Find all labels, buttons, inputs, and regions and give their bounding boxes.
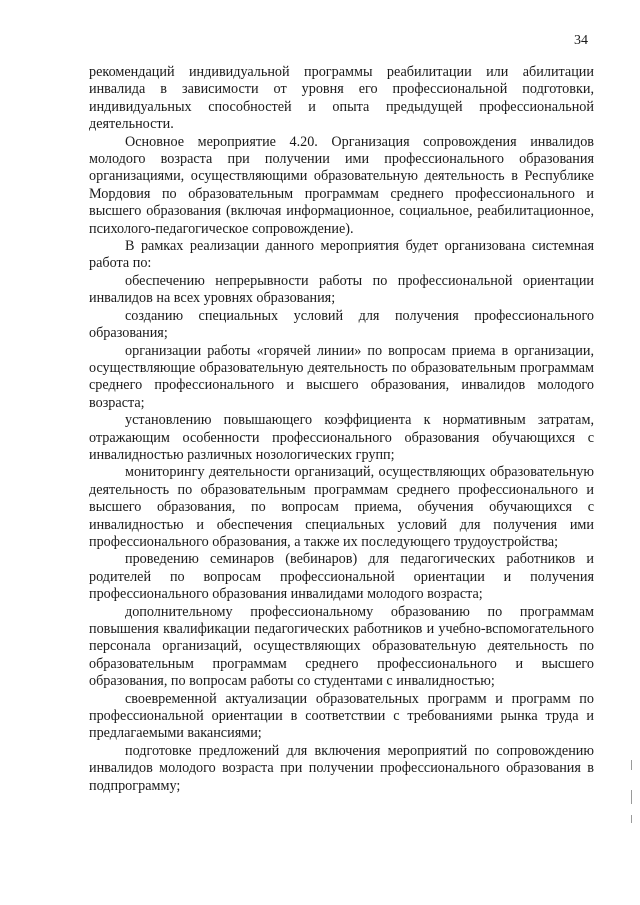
list-item: мониторингу деятельности организаций, осуществляющих образовательную деятельность по образовательным программам среднего профессионального и высшего образования, по вопросам приема, обучения обучающихся с инвалидностью и обеспечения специальных условий для получения ими профессионального образования, а также их последующего трудоустройства; [89, 464, 594, 550]
list-item: дополнительному профессиональному образованию по программам повышения квалификации педагогических работников и учебно-вспомогательного персонала организаций, осуществляющих образовательную деятельность по образовательным программам среднего профессионального и высшего образования, по вопросам работы со студентами с инвалидностью; [89, 603, 594, 690]
list-item: обеспечению непрерывности работы по профессиональной ориентации инвалидов на всех уровнях образования; [89, 272, 594, 307]
page-number: 34 [574, 33, 588, 48]
paragraph-intro: В рамках реализации данного мероприятия будет организована системная работа по: [89, 238, 594, 272]
paragraph-main-activity: Основное мероприятие 4.20. Организация сопровождения инвалидов молодого возраста при получении ими профессионального образования организациями, осуществляющими образовательную деятельность в Республике Мордовия по образовательным программам среднего профессионального и высшего образования (включая информационное, социальное, реабилитационное, психолого-педагогическое сопровождение). [89, 133, 594, 237]
scan-edge-mark [631, 815, 632, 823]
document-body [89, 64, 594, 795]
paragraph-continuation: рекомендаций индивидуальной программы реабилитации или абилитации инвалида в зависимости от уровня его профессиональной подготовки, индивидуальных способностей и опыта предыдущей профессиональной деятельности. [89, 64, 594, 133]
scan-edge-mark [631, 760, 632, 770]
list-item: организации работы «горячей линии» по вопросам приема в организации, осуществляющие образовательную деятельность по образовательным программам среднего профессионального и высшего образования, инвалидов молодого возраста; [89, 342, 594, 411]
list-item: установлению повышающего коэффициента к нормативным затратам, отражающим особенности профессионального образования обучающихся с инвалидностью различных нозологических групп; [89, 412, 594, 463]
scan-edge-mark [631, 790, 632, 804]
list-item: созданию специальных условий для получения профессионального образования; [89, 307, 594, 342]
list-item: проведению семинаров (вебинаров) для педагогических работников и родителей по вопросам профессиональной ориентации и получения профессионального образования инвалидами молодого возраста; [89, 551, 594, 603]
list-item: подготовке предложений для включения мероприятий по сопровождению инвалидов молодого возраста при получении профессионального образования в подпрограмму; [89, 742, 594, 794]
list-item: своевременной актуализации образовательных программ и программ по профессиональной ориентации в соответствии с требованиями рынка труда и предлагаемыми вакансиями; [89, 690, 594, 742]
